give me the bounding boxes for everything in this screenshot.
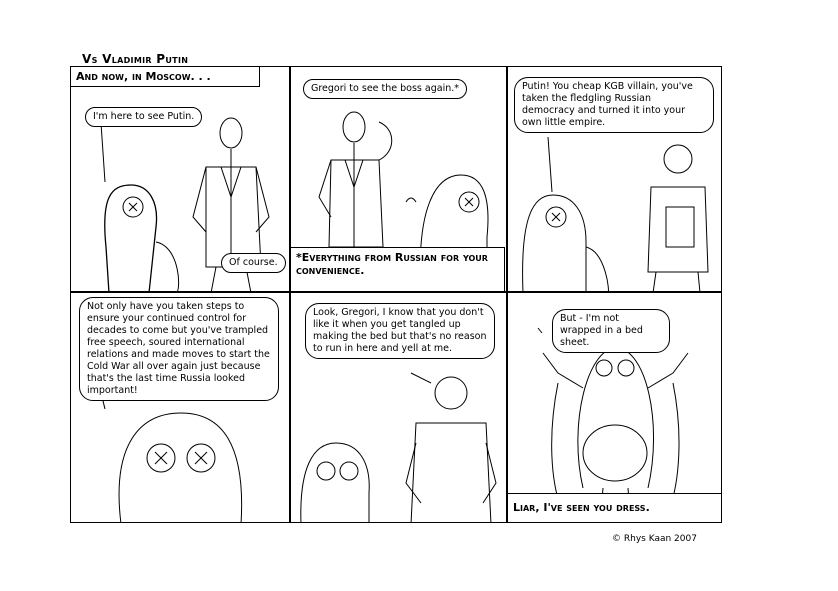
panel-6-caption: Liar, I've seen you dress. xyxy=(507,493,722,523)
copyright-credit: © Rhys Kaan 2007 xyxy=(612,534,697,544)
panel-1-bubble-2: Of course. xyxy=(221,253,286,273)
panel-6 xyxy=(507,292,722,523)
panel-6-bubble-1: But - I'm not wrapped in a bed sheet. xyxy=(552,309,670,353)
panel-1 xyxy=(70,66,290,292)
panel-3 xyxy=(507,66,722,292)
panel-3-bubble-1: Putin! You cheap KGB villain, you've taken the fledgling Russian democracy and turned it into your own little empire. xyxy=(514,77,714,133)
panel-2-caption: *Everything from Russian for your convenience. xyxy=(290,247,505,292)
panel-5 xyxy=(290,292,507,523)
panel-2 xyxy=(290,66,507,292)
panel-4-bubble-1: Not only have you taken steps to ensure your continued control for decades to come but you've trampled free speech, soured international relations and made moves to start the Cold War all over again just because that's the last time Russia looked important! xyxy=(79,297,279,401)
panel-1-caption: And now, in Moscow. . . xyxy=(70,66,260,87)
panel-2-bubble-1: Gregori to see the boss again.* xyxy=(303,79,467,99)
panel-5-bubble-1: Look, Gregori, I know that you don't like it when you get tangled up making the bed but that's no reason to run in here and yell at me. xyxy=(305,303,495,359)
comic-title: Vs Vladimir Putin xyxy=(82,52,189,66)
panel-1-bubble-1: I'm here to see Putin. xyxy=(85,107,202,127)
panel-4 xyxy=(70,292,290,523)
